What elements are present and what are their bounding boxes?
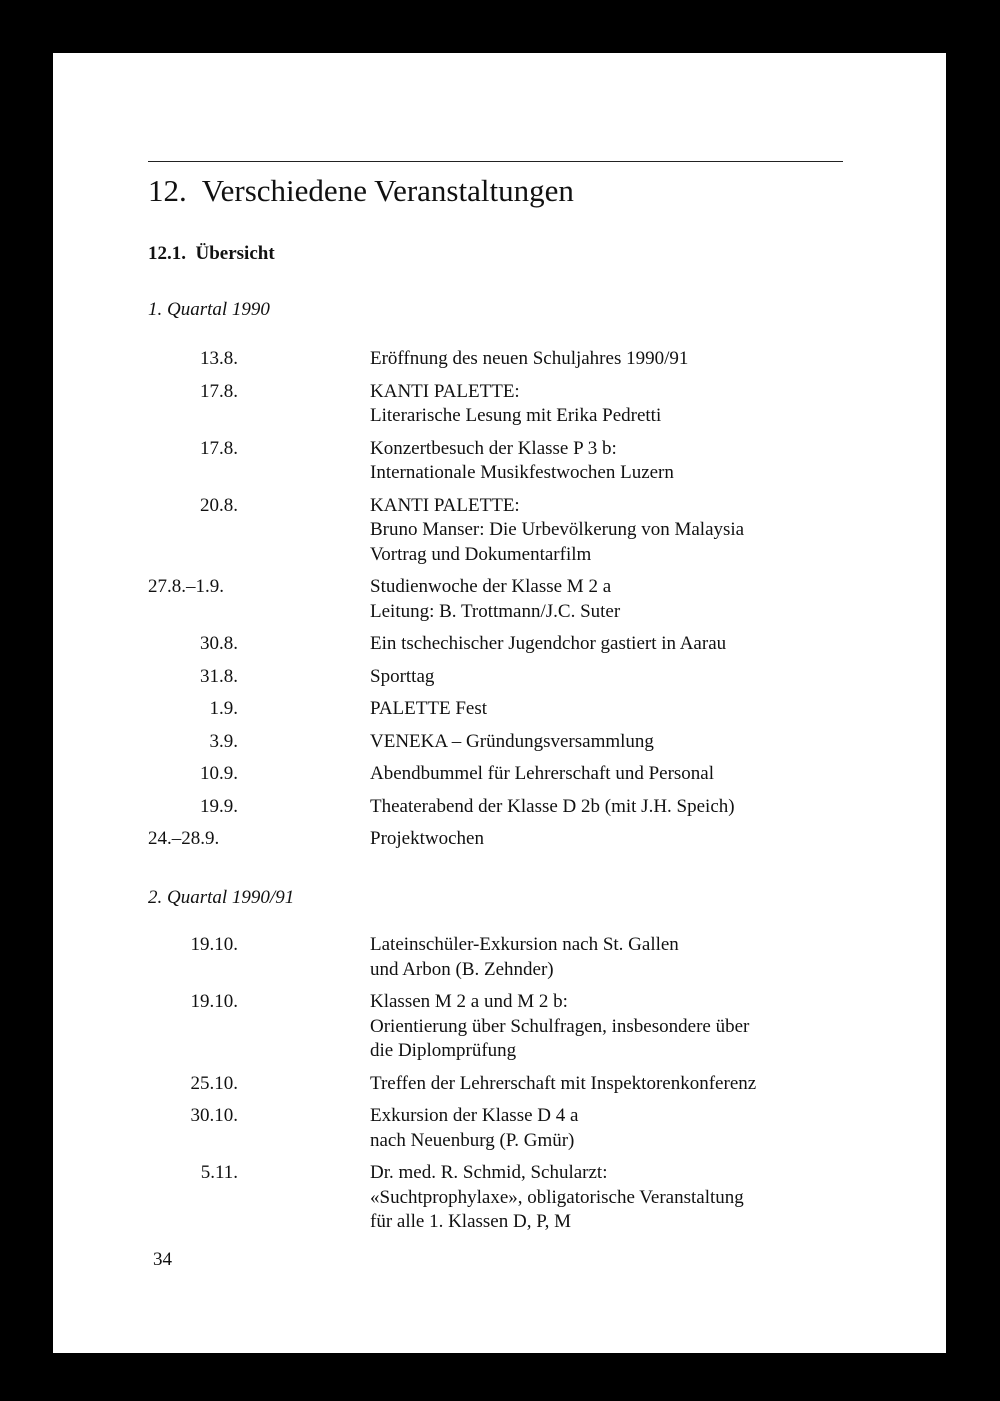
event-description bbox=[370, 347, 848, 372]
event-description bbox=[370, 762, 848, 787]
event-date: 30.10. bbox=[190, 1105, 238, 1126]
event-description-line: PALETTE Fest bbox=[370, 698, 487, 719]
chapter-rule bbox=[148, 161, 843, 162]
event-description-line: «Suchtprophylaxe», obligatorische Veranstaltung bbox=[370, 1186, 744, 1208]
event-description-line: Internationale Musikfestwochen Luzern bbox=[370, 462, 674, 483]
event-row bbox=[148, 575, 848, 624]
event-description-line: Eröffnung des neuen Schuljahres 1990/91 bbox=[370, 348, 689, 369]
section-title bbox=[148, 243, 275, 265]
event-date: 13.8. bbox=[200, 348, 238, 369]
event-description-line: Klassen M 2 a und M 2 b: bbox=[370, 991, 568, 1012]
event-description-line: nach Neuenburg (P. Gmür) bbox=[370, 1129, 575, 1151]
event-description-line: für alle 1. Klassen D, P, M bbox=[370, 1211, 572, 1232]
event-row bbox=[148, 1072, 848, 1097]
event-date: 17.8. bbox=[200, 380, 238, 402]
event-description-line: KANTI PALETTE: bbox=[370, 380, 520, 402]
event-description-line: Lateinschüler-Exkursion nach St. Gallen bbox=[370, 934, 679, 955]
event-date: 31.8. bbox=[200, 665, 238, 687]
event-description bbox=[370, 827, 848, 852]
page-number: 34 bbox=[153, 1249, 172, 1270]
event-description-line: Projektwochen bbox=[370, 828, 484, 849]
event-date: 3.9. bbox=[209, 730, 238, 752]
event-row bbox=[148, 347, 848, 372]
event-date: 17.8. bbox=[200, 437, 238, 459]
event-row bbox=[148, 762, 848, 787]
event-description bbox=[370, 437, 848, 486]
event-row bbox=[148, 697, 848, 722]
event-date: 27.8.–1.9. bbox=[148, 576, 224, 597]
event-description-line: Studienwoche der Klasse M 2 a bbox=[370, 576, 612, 597]
event-description bbox=[370, 1072, 848, 1097]
event-row bbox=[148, 827, 848, 852]
event-description-line: Treffen der Lehrerschaft mit Inspektorenkonferenz bbox=[370, 1072, 757, 1094]
event-date: 24.–28.9. bbox=[148, 828, 220, 849]
event-description bbox=[370, 575, 848, 624]
section-number: 12.1. bbox=[148, 243, 186, 264]
event-row bbox=[148, 437, 848, 486]
event-row bbox=[148, 1161, 848, 1235]
event-description-line: Leitung: B. Trottmann/J.C. Suter bbox=[370, 600, 621, 622]
event-row bbox=[148, 990, 848, 1064]
event-description-line: Orientierung über Schulfragen, insbesondere über bbox=[370, 1015, 750, 1037]
event-description bbox=[370, 933, 848, 982]
event-description bbox=[370, 632, 848, 657]
event-date: 19.10. bbox=[190, 934, 238, 955]
event-date: 20.8. bbox=[200, 494, 238, 516]
event-date: 25.10. bbox=[190, 1072, 238, 1094]
event-row bbox=[148, 494, 848, 568]
chapter-title-text: Verschiedene Veranstaltungen bbox=[201, 173, 574, 208]
quarter-heading-1: 1. Quartal 1990 bbox=[148, 299, 270, 320]
event-description-line: Abendbummel für Lehrerschaft und Personal bbox=[370, 763, 715, 784]
event-description-line: KANTI PALETTE: bbox=[370, 494, 520, 516]
event-description-line: Ein tschechischer Jugendchor gastiert in Aarau bbox=[370, 633, 727, 654]
event-description bbox=[370, 697, 848, 722]
event-description bbox=[370, 795, 848, 820]
event-description-line: Bruno Manser: Die Urbevölkerung von Malaysia bbox=[370, 519, 745, 540]
event-date: 1.9. bbox=[209, 698, 238, 719]
event-description-line: Literarische Lesung mit Erika Pedretti bbox=[370, 405, 662, 426]
event-list-q1 bbox=[148, 347, 848, 860]
event-description bbox=[370, 1104, 848, 1153]
event-date: 19.10. bbox=[190, 991, 238, 1012]
event-description-line: die Diplomprüfung bbox=[370, 1040, 517, 1061]
event-date: 19.9. bbox=[200, 795, 238, 817]
event-date: 30.8. bbox=[200, 633, 238, 654]
event-description-line: Vortrag und Dokumentarfilm bbox=[370, 543, 592, 565]
event-description bbox=[370, 1161, 848, 1235]
event-row bbox=[148, 730, 848, 755]
event-description bbox=[370, 730, 848, 755]
event-description-line: Konzertbesuch der Klasse P 3 b: bbox=[370, 437, 617, 459]
event-row bbox=[148, 795, 848, 820]
event-description bbox=[370, 665, 848, 690]
event-row bbox=[148, 632, 848, 657]
event-row bbox=[148, 665, 848, 690]
event-date: 5.11. bbox=[200, 1162, 238, 1183]
event-list-q2 bbox=[148, 933, 848, 1243]
event-row bbox=[148, 1104, 848, 1153]
event-row bbox=[148, 380, 848, 429]
event-date: 10.9. bbox=[200, 763, 238, 784]
event-description bbox=[370, 380, 848, 429]
section-title-text: Übersicht bbox=[195, 243, 275, 264]
event-row bbox=[148, 933, 848, 982]
event-description-line: Dr. med. R. Schmid, Schularzt: bbox=[370, 1162, 608, 1183]
quarter-heading-2: 2. Quartal 1990/91 bbox=[148, 887, 295, 908]
event-description-line: und Arbon (B. Zehnder) bbox=[370, 958, 554, 980]
event-description bbox=[370, 990, 848, 1064]
document-page bbox=[53, 53, 946, 1353]
event-description-line: Sporttag bbox=[370, 665, 435, 687]
event-description-line: Theaterabend der Klasse D 2b (mit J.H. Speich) bbox=[370, 795, 735, 817]
event-description bbox=[370, 494, 848, 568]
chapter-number: 12. bbox=[148, 173, 187, 208]
chapter-title bbox=[148, 173, 574, 209]
event-description-line: VENEKA – Gründungsversammlung bbox=[370, 730, 654, 752]
event-description-line: Exkursion der Klasse D 4 a bbox=[370, 1105, 579, 1126]
